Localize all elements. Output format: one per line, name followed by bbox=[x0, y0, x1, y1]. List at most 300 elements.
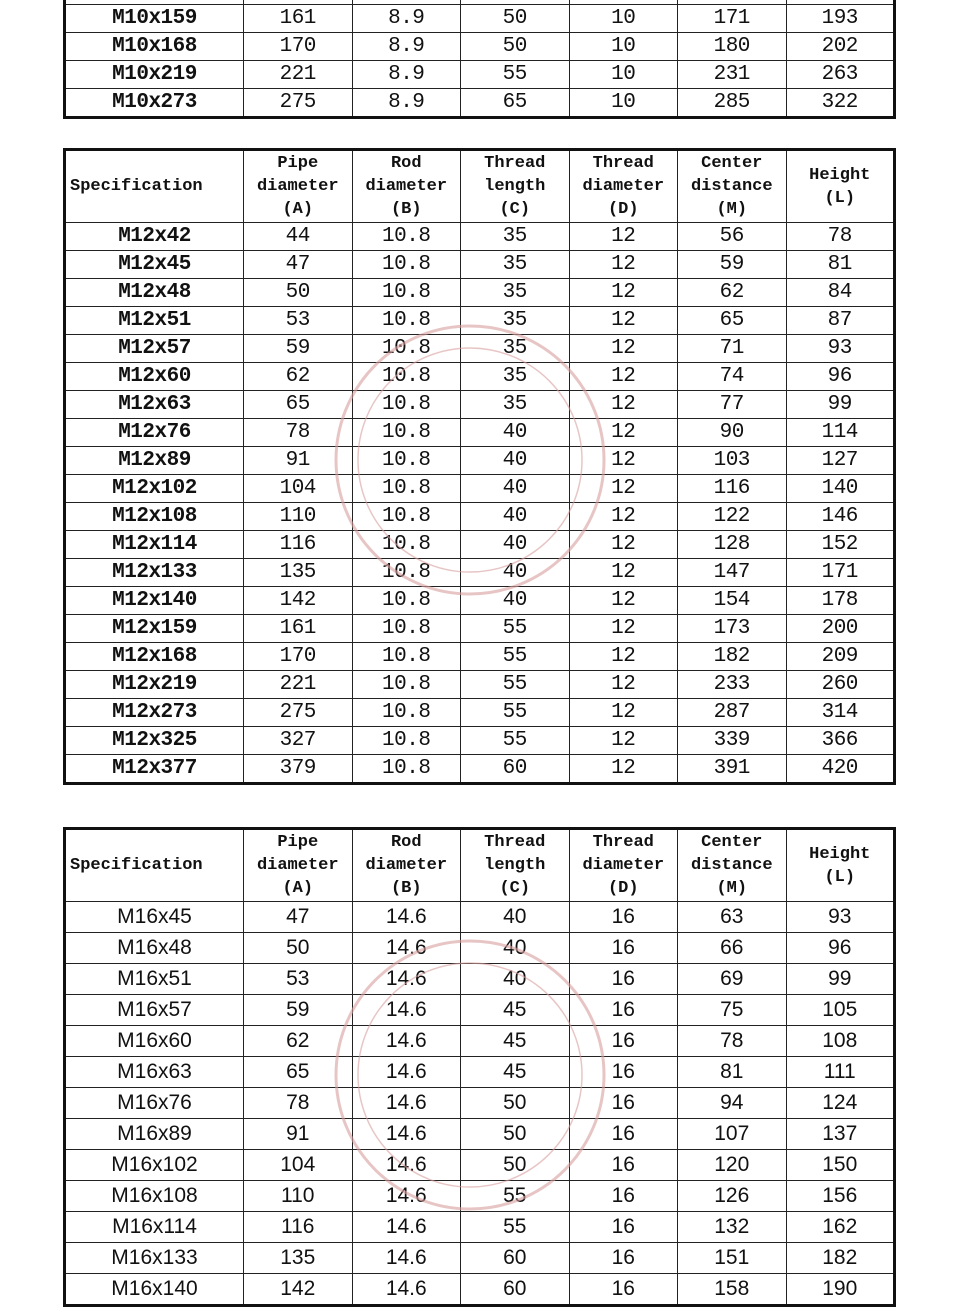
value-cell: 8.9 bbox=[352, 89, 461, 118]
value-cell: 55 bbox=[461, 727, 570, 755]
table-row bbox=[65, 363, 895, 391]
value-cell: 62 bbox=[244, 1026, 353, 1057]
value-cell: 379 bbox=[244, 755, 353, 784]
spec-cell: M16x114 bbox=[65, 1212, 244, 1243]
value-cell: 142 bbox=[244, 587, 353, 615]
spec-cell: M10x159 bbox=[65, 5, 244, 33]
value-cell: 96 bbox=[786, 933, 895, 964]
value-cell: 50 bbox=[461, 33, 570, 61]
value-cell: 16 bbox=[569, 964, 678, 995]
value-cell: 8.9 bbox=[352, 5, 461, 33]
value-cell: 10.8 bbox=[352, 531, 461, 559]
table-row bbox=[65, 307, 895, 335]
value-cell: 260 bbox=[786, 671, 895, 699]
value-cell: 14.6 bbox=[352, 933, 461, 964]
spec-cell: M12x114 bbox=[65, 531, 244, 559]
value-cell: 35 bbox=[461, 335, 570, 363]
spec-cell: M16x48 bbox=[65, 933, 244, 964]
value-cell: 94 bbox=[678, 1088, 787, 1119]
value-cell: 55 bbox=[461, 1212, 570, 1243]
value-cell: 12 bbox=[569, 475, 678, 503]
column-header: Center distance (M) bbox=[678, 150, 787, 223]
column-header: Thread diameter (D) bbox=[569, 150, 678, 223]
column-header: Thread diameter (D) bbox=[569, 829, 678, 902]
value-cell: 103 bbox=[678, 447, 787, 475]
spec-cell: M16x140 bbox=[65, 1274, 244, 1306]
value-cell: 12 bbox=[569, 363, 678, 391]
spec-cell: M12x108 bbox=[65, 503, 244, 531]
value-cell: 14.6 bbox=[352, 1057, 461, 1088]
value-cell: 50 bbox=[461, 1119, 570, 1150]
value-cell: 65 bbox=[244, 391, 353, 419]
value-cell: 14.6 bbox=[352, 1026, 461, 1057]
value-cell: 327 bbox=[244, 727, 353, 755]
value-cell: 93 bbox=[786, 902, 895, 933]
value-cell: 40 bbox=[461, 503, 570, 531]
value-cell: 12 bbox=[569, 559, 678, 587]
table-row bbox=[65, 1274, 895, 1306]
spec-cell: M12x102 bbox=[65, 475, 244, 503]
value-cell: 71 bbox=[678, 335, 787, 363]
table-row bbox=[65, 223, 895, 251]
value-cell: 50 bbox=[461, 5, 570, 33]
spec-cell: M16x57 bbox=[65, 995, 244, 1026]
value-cell: 12 bbox=[569, 587, 678, 615]
value-cell: 55 bbox=[461, 615, 570, 643]
spec-table-m12 bbox=[63, 148, 896, 785]
value-cell: 10.8 bbox=[352, 335, 461, 363]
spec-cell: M16x63 bbox=[65, 1057, 244, 1088]
value-cell: 120 bbox=[678, 1150, 787, 1181]
value-cell: 322 bbox=[786, 89, 895, 118]
value-cell: 170 bbox=[244, 643, 353, 671]
value-cell: 14.6 bbox=[352, 1181, 461, 1212]
value-cell: 14.6 bbox=[352, 1088, 461, 1119]
table-row bbox=[65, 671, 895, 699]
column-header: Pipe diameter (A) bbox=[244, 829, 353, 902]
value-cell: 200 bbox=[786, 615, 895, 643]
value-cell: 35 bbox=[461, 391, 570, 419]
value-cell: 16 bbox=[569, 1119, 678, 1150]
value-cell: 35 bbox=[461, 251, 570, 279]
value-cell: 12 bbox=[569, 755, 678, 784]
table-row bbox=[65, 699, 895, 727]
value-cell: 12 bbox=[569, 643, 678, 671]
value-cell: 14.6 bbox=[352, 1274, 461, 1306]
value-cell: 16 bbox=[569, 995, 678, 1026]
value-cell: 16 bbox=[569, 1243, 678, 1274]
spec-cell: M12x89 bbox=[65, 447, 244, 475]
value-cell: 128 bbox=[678, 531, 787, 559]
value-cell: 50 bbox=[461, 1088, 570, 1119]
table-row bbox=[65, 995, 895, 1026]
value-cell: 81 bbox=[678, 1057, 787, 1088]
value-cell: 10 bbox=[569, 5, 678, 33]
value-cell: 12 bbox=[569, 391, 678, 419]
value-cell: 59 bbox=[244, 995, 353, 1026]
value-cell: 135 bbox=[244, 559, 353, 587]
value-cell: 63 bbox=[678, 902, 787, 933]
value-cell: 14.6 bbox=[352, 1150, 461, 1181]
value-cell: 44 bbox=[244, 223, 353, 251]
spec-cell: M12x325 bbox=[65, 727, 244, 755]
value-cell: 10.8 bbox=[352, 363, 461, 391]
column-header: Thread length (C) bbox=[461, 829, 570, 902]
value-cell: 105 bbox=[786, 995, 895, 1026]
column-header: Center distance (M) bbox=[678, 829, 787, 902]
table-row bbox=[65, 89, 895, 118]
table-row bbox=[65, 1150, 895, 1181]
column-header: Specification bbox=[65, 829, 244, 902]
value-cell: 110 bbox=[244, 1181, 353, 1212]
value-cell: 55 bbox=[461, 1181, 570, 1212]
value-cell: 40 bbox=[461, 419, 570, 447]
value-cell: 90 bbox=[678, 419, 787, 447]
table-row bbox=[65, 1181, 895, 1212]
value-cell: 78 bbox=[244, 419, 353, 447]
value-cell: 10.8 bbox=[352, 279, 461, 307]
value-cell: 16 bbox=[569, 1150, 678, 1181]
value-cell: 10.8 bbox=[352, 671, 461, 699]
spec-cell: M12x219 bbox=[65, 671, 244, 699]
spec-cell: M16x89 bbox=[65, 1119, 244, 1150]
value-cell: 10.8 bbox=[352, 699, 461, 727]
table-row bbox=[65, 727, 895, 755]
value-cell: 12 bbox=[569, 727, 678, 755]
value-cell: 35 bbox=[461, 363, 570, 391]
table-row bbox=[65, 503, 895, 531]
value-cell: 275 bbox=[244, 699, 353, 727]
value-cell: 10.8 bbox=[352, 475, 461, 503]
table-row bbox=[65, 587, 895, 615]
spec-cell: M16x51 bbox=[65, 964, 244, 995]
value-cell: 108 bbox=[786, 1026, 895, 1057]
value-cell: 152 bbox=[786, 531, 895, 559]
value-cell: 78 bbox=[678, 1026, 787, 1057]
value-cell: 16 bbox=[569, 1057, 678, 1088]
value-cell: 10 bbox=[569, 61, 678, 89]
value-cell: 45 bbox=[461, 1026, 570, 1057]
value-cell: 12 bbox=[569, 615, 678, 643]
value-cell: 156 bbox=[786, 1181, 895, 1212]
value-cell: 60 bbox=[461, 1243, 570, 1274]
value-cell: 91 bbox=[244, 1119, 353, 1150]
value-cell: 122 bbox=[678, 503, 787, 531]
value-cell: 151 bbox=[678, 1243, 787, 1274]
value-cell: 140 bbox=[786, 475, 895, 503]
value-cell: 10.8 bbox=[352, 223, 461, 251]
value-cell: 40 bbox=[461, 587, 570, 615]
spec-cell: M12x377 bbox=[65, 755, 244, 784]
value-cell: 116 bbox=[244, 1212, 353, 1243]
table-row bbox=[65, 419, 895, 447]
spec-cell: M10x273 bbox=[65, 89, 244, 118]
spec-cell: M16x76 bbox=[65, 1088, 244, 1119]
value-cell: 285 bbox=[678, 89, 787, 118]
value-cell: 182 bbox=[786, 1243, 895, 1274]
spec-cell: M12x133 bbox=[65, 559, 244, 587]
value-cell: 287 bbox=[678, 699, 787, 727]
value-cell: 84 bbox=[786, 279, 895, 307]
value-cell: 158 bbox=[678, 1274, 787, 1306]
value-cell: 10.8 bbox=[352, 755, 461, 784]
value-cell: 314 bbox=[786, 699, 895, 727]
value-cell: 99 bbox=[786, 391, 895, 419]
value-cell: 182 bbox=[678, 643, 787, 671]
value-cell: 75 bbox=[678, 995, 787, 1026]
value-cell: 35 bbox=[461, 279, 570, 307]
value-cell: 111 bbox=[786, 1057, 895, 1088]
spec-cell: M12x42 bbox=[65, 223, 244, 251]
value-cell: 142 bbox=[244, 1274, 353, 1306]
value-cell: 124 bbox=[786, 1088, 895, 1119]
value-cell: 40 bbox=[461, 475, 570, 503]
spec-cell: M12x45 bbox=[65, 251, 244, 279]
value-cell: 12 bbox=[569, 251, 678, 279]
value-cell: 10 bbox=[569, 33, 678, 61]
value-cell: 171 bbox=[786, 559, 895, 587]
value-cell: 60 bbox=[461, 1274, 570, 1306]
table-row bbox=[65, 251, 895, 279]
spec-cell: M12x63 bbox=[65, 391, 244, 419]
value-cell: 161 bbox=[244, 615, 353, 643]
value-cell: 62 bbox=[678, 279, 787, 307]
value-cell: 50 bbox=[244, 279, 353, 307]
value-cell: 16 bbox=[569, 902, 678, 933]
value-cell: 16 bbox=[569, 1181, 678, 1212]
table-row bbox=[65, 33, 895, 61]
value-cell: 16 bbox=[569, 1274, 678, 1306]
value-cell: 12 bbox=[569, 279, 678, 307]
value-cell: 16 bbox=[569, 1212, 678, 1243]
value-cell: 14.6 bbox=[352, 1212, 461, 1243]
value-cell: 99 bbox=[786, 964, 895, 995]
value-cell: 55 bbox=[461, 61, 570, 89]
column-header: Height (L) bbox=[786, 150, 895, 223]
spec-cell: M12x57 bbox=[65, 335, 244, 363]
value-cell: 12 bbox=[569, 503, 678, 531]
value-cell: 59 bbox=[244, 335, 353, 363]
value-cell: 16 bbox=[569, 1026, 678, 1057]
value-cell: 178 bbox=[786, 587, 895, 615]
spec-cell: M16x133 bbox=[65, 1243, 244, 1274]
spec-cell: M10x168 bbox=[65, 33, 244, 61]
value-cell: 233 bbox=[678, 671, 787, 699]
value-cell: 10.8 bbox=[352, 251, 461, 279]
table-row bbox=[65, 1243, 895, 1274]
table-row bbox=[65, 933, 895, 964]
value-cell: 47 bbox=[244, 251, 353, 279]
value-cell: 10.8 bbox=[352, 447, 461, 475]
value-cell: 12 bbox=[569, 419, 678, 447]
value-cell: 12 bbox=[569, 307, 678, 335]
value-cell: 35 bbox=[461, 223, 570, 251]
table-row bbox=[65, 1212, 895, 1243]
value-cell: 132 bbox=[678, 1212, 787, 1243]
value-cell: 221 bbox=[244, 671, 353, 699]
value-cell: 10.8 bbox=[352, 615, 461, 643]
table-row bbox=[65, 279, 895, 307]
table-row bbox=[65, 447, 895, 475]
table-row bbox=[65, 643, 895, 671]
value-cell: 126 bbox=[678, 1181, 787, 1212]
value-cell: 65 bbox=[461, 89, 570, 118]
table-row bbox=[65, 531, 895, 559]
value-cell: 366 bbox=[786, 727, 895, 755]
value-cell: 420 bbox=[786, 755, 895, 784]
value-cell: 10 bbox=[569, 89, 678, 118]
spec-cell: M12x51 bbox=[65, 307, 244, 335]
header-row bbox=[65, 150, 895, 223]
spec-cell: M12x168 bbox=[65, 643, 244, 671]
value-cell: 147 bbox=[678, 559, 787, 587]
value-cell: 77 bbox=[678, 391, 787, 419]
value-cell: 55 bbox=[461, 671, 570, 699]
value-cell: 53 bbox=[244, 307, 353, 335]
value-cell: 40 bbox=[461, 447, 570, 475]
spec-cell: M12x140 bbox=[65, 587, 244, 615]
value-cell: 45 bbox=[461, 995, 570, 1026]
value-cell: 150 bbox=[786, 1150, 895, 1181]
value-cell: 66 bbox=[678, 933, 787, 964]
column-header: Rod diameter (B) bbox=[352, 829, 461, 902]
table-row bbox=[65, 5, 895, 33]
spec-cell: M12x159 bbox=[65, 615, 244, 643]
value-cell: 10.8 bbox=[352, 307, 461, 335]
value-cell: 116 bbox=[678, 475, 787, 503]
spec-cell: M16x108 bbox=[65, 1181, 244, 1212]
value-cell: 10.8 bbox=[352, 643, 461, 671]
value-cell: 275 bbox=[244, 89, 353, 118]
table-row bbox=[65, 1119, 895, 1150]
value-cell: 202 bbox=[786, 33, 895, 61]
table-row bbox=[65, 964, 895, 995]
value-cell: 12 bbox=[569, 531, 678, 559]
value-cell: 10.8 bbox=[352, 391, 461, 419]
column-header: Pipe diameter (A) bbox=[244, 150, 353, 223]
value-cell: 40 bbox=[461, 964, 570, 995]
value-cell: 62 bbox=[244, 363, 353, 391]
table-row bbox=[65, 335, 895, 363]
value-cell: 104 bbox=[244, 475, 353, 503]
spec-cell: M12x60 bbox=[65, 363, 244, 391]
value-cell: 40 bbox=[461, 531, 570, 559]
value-cell: 65 bbox=[678, 307, 787, 335]
value-cell: 171 bbox=[678, 5, 787, 33]
value-cell: 162 bbox=[786, 1212, 895, 1243]
value-cell: 209 bbox=[786, 643, 895, 671]
value-cell: 127 bbox=[786, 447, 895, 475]
column-header: Rod diameter (B) bbox=[352, 150, 461, 223]
value-cell: 161 bbox=[244, 5, 353, 33]
value-cell: 91 bbox=[244, 447, 353, 475]
value-cell: 55 bbox=[461, 643, 570, 671]
value-cell: 10.8 bbox=[352, 727, 461, 755]
spec-cell: M16x102 bbox=[65, 1150, 244, 1181]
table-row bbox=[65, 559, 895, 587]
value-cell: 16 bbox=[569, 1088, 678, 1119]
value-cell: 14.6 bbox=[352, 902, 461, 933]
value-cell: 14.6 bbox=[352, 1243, 461, 1274]
value-cell: 114 bbox=[786, 419, 895, 447]
value-cell: 93 bbox=[786, 335, 895, 363]
value-cell: 12 bbox=[569, 223, 678, 251]
value-cell: 180 bbox=[678, 33, 787, 61]
table-row bbox=[65, 391, 895, 419]
value-cell: 391 bbox=[678, 755, 787, 784]
value-cell: 104 bbox=[244, 1150, 353, 1181]
value-cell: 110 bbox=[244, 503, 353, 531]
value-cell: 10.8 bbox=[352, 419, 461, 447]
value-cell: 12 bbox=[569, 335, 678, 363]
table-row bbox=[65, 1026, 895, 1057]
value-cell: 339 bbox=[678, 727, 787, 755]
value-cell: 60 bbox=[461, 755, 570, 784]
value-cell: 10.8 bbox=[352, 503, 461, 531]
value-cell: 116 bbox=[244, 531, 353, 559]
value-cell: 81 bbox=[786, 251, 895, 279]
value-cell: 35 bbox=[461, 307, 570, 335]
value-cell: 12 bbox=[569, 671, 678, 699]
column-header: Height (L) bbox=[786, 829, 895, 902]
value-cell: 8.9 bbox=[352, 61, 461, 89]
spec-table-m16 bbox=[63, 827, 896, 1307]
value-cell: 45 bbox=[461, 1057, 570, 1088]
value-cell: 50 bbox=[461, 1150, 570, 1181]
value-cell: 14.6 bbox=[352, 964, 461, 995]
spec-cell: M12x48 bbox=[65, 279, 244, 307]
value-cell: 12 bbox=[569, 447, 678, 475]
value-cell: 8.9 bbox=[352, 33, 461, 61]
value-cell: 135 bbox=[244, 1243, 353, 1274]
value-cell: 107 bbox=[678, 1119, 787, 1150]
table-row bbox=[65, 1057, 895, 1088]
value-cell: 40 bbox=[461, 559, 570, 587]
spec-cell: M12x76 bbox=[65, 419, 244, 447]
value-cell: 10.8 bbox=[352, 559, 461, 587]
table-row bbox=[65, 615, 895, 643]
spec-cell: M16x45 bbox=[65, 902, 244, 933]
value-cell: 16 bbox=[569, 933, 678, 964]
value-cell: 87 bbox=[786, 307, 895, 335]
value-cell: 146 bbox=[786, 503, 895, 531]
value-cell: 10.8 bbox=[352, 587, 461, 615]
value-cell: 96 bbox=[786, 363, 895, 391]
table-row bbox=[65, 61, 895, 89]
value-cell: 69 bbox=[678, 964, 787, 995]
spec-table-m10 bbox=[63, 0, 896, 119]
value-cell: 55 bbox=[461, 699, 570, 727]
value-cell: 12 bbox=[569, 699, 678, 727]
value-cell: 78 bbox=[244, 1088, 353, 1119]
value-cell: 47 bbox=[244, 902, 353, 933]
spec-cell: M12x273 bbox=[65, 699, 244, 727]
header-row bbox=[65, 829, 895, 902]
value-cell: 53 bbox=[244, 964, 353, 995]
value-cell: 40 bbox=[461, 902, 570, 933]
value-cell: 263 bbox=[786, 61, 895, 89]
value-cell: 231 bbox=[678, 61, 787, 89]
value-cell: 137 bbox=[786, 1119, 895, 1150]
table-row bbox=[65, 902, 895, 933]
table-row bbox=[65, 1088, 895, 1119]
value-cell: 221 bbox=[244, 61, 353, 89]
value-cell: 50 bbox=[244, 933, 353, 964]
value-cell: 65 bbox=[244, 1057, 353, 1088]
value-cell: 56 bbox=[678, 223, 787, 251]
value-cell: 170 bbox=[244, 33, 353, 61]
table-row bbox=[65, 475, 895, 503]
